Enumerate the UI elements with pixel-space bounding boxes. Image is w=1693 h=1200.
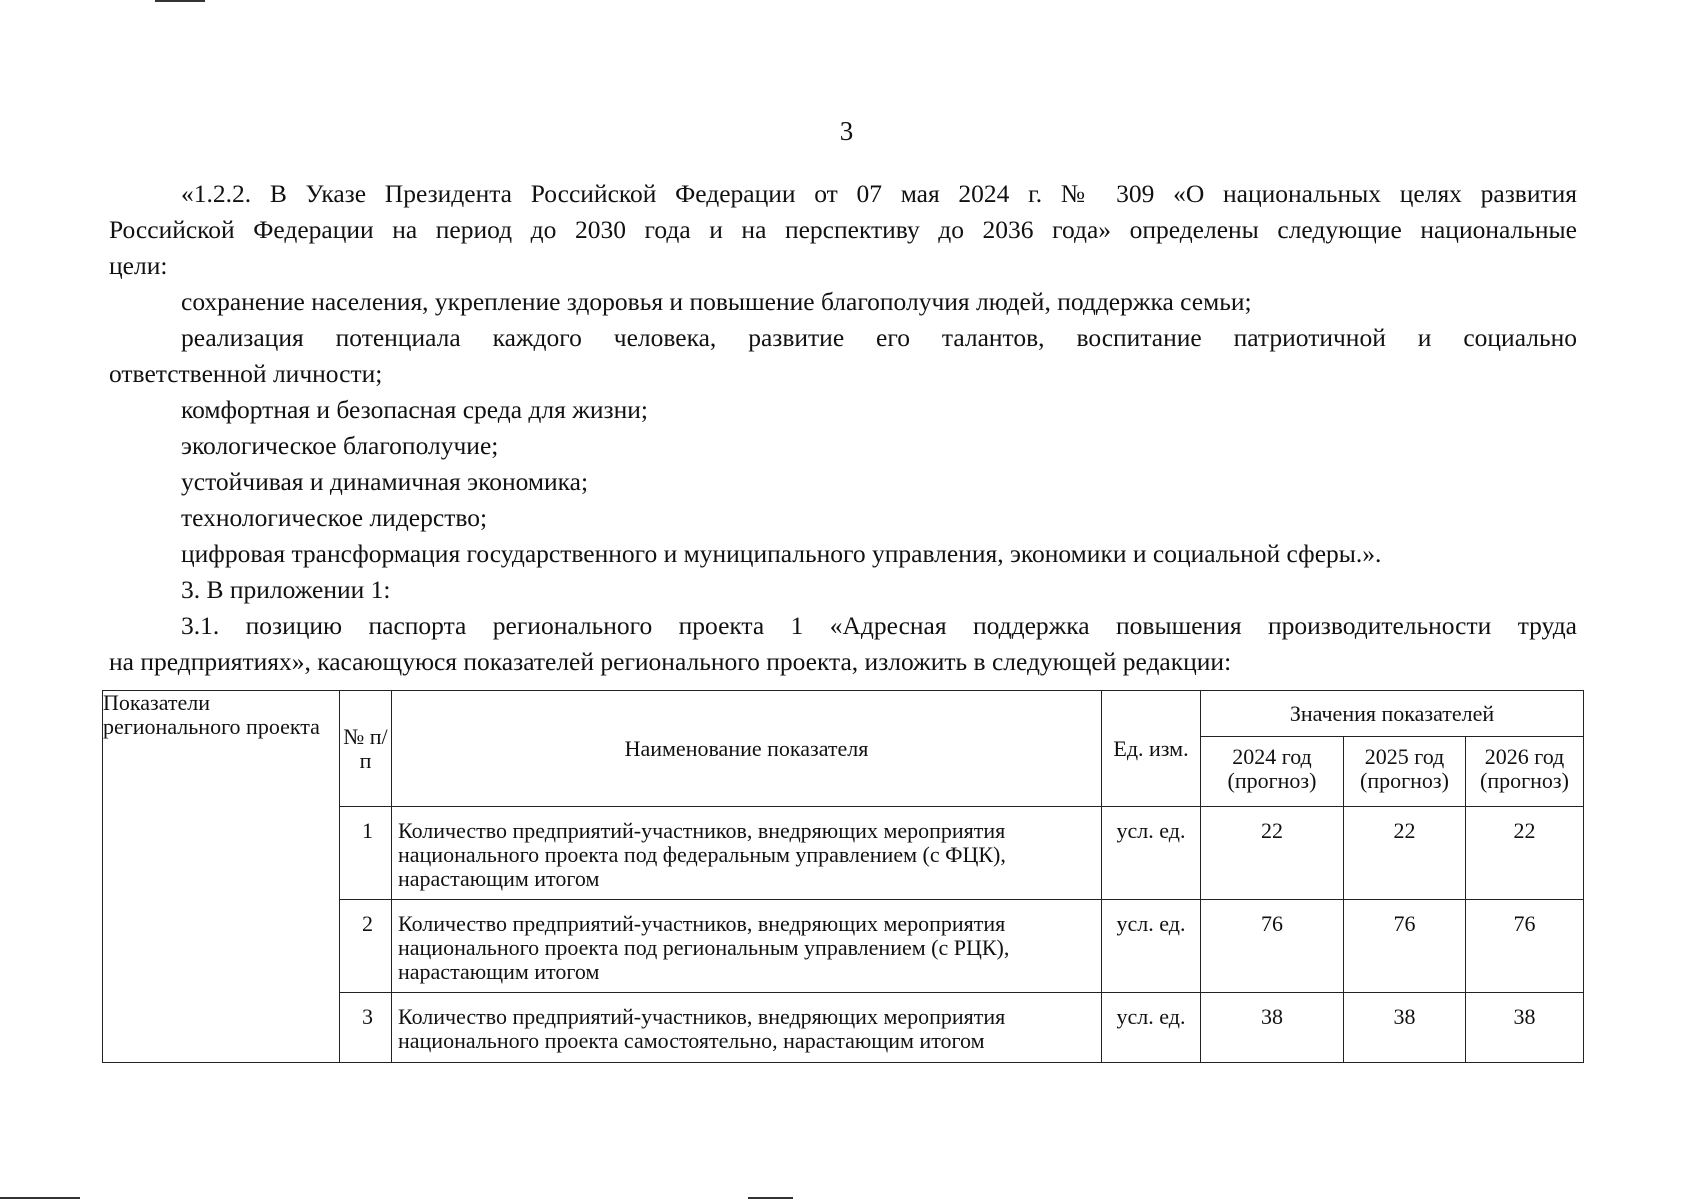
indicator-value: 38: [1201, 993, 1344, 1063]
indicator-value: 76: [1466, 900, 1584, 993]
paragraph-line: комфортная и безопасная среда для жизни;: [181, 395, 648, 424]
paragraph-line: цели:: [109, 251, 168, 280]
document-body: [109, 176, 1577, 680]
paragraph-line: цифровая трансформация государственного и муниципального управления, экономики и социальной сферы.».: [181, 539, 1382, 568]
indicator-value: 22: [1466, 807, 1584, 900]
year-header: 2024 год (прогноз): [1201, 737, 1344, 807]
paragraph-line: Российской Федерации на период до 2030 года и на перспективу до 2036 года» определены следующие национальные: [109, 215, 1577, 244]
indicator-unit: усл. ед.: [1102, 993, 1201, 1063]
indicator-value: 38: [1344, 993, 1466, 1063]
paragraph-line: «1.2.2. В Указе Президента Российской Федерации от 07 мая 2024 г. № 309 «О национальных целях развития: [181, 179, 1577, 208]
year-header: 2026 год (прогноз): [1466, 737, 1584, 807]
paragraph-line: на предприятиях», касающуюся показателей регионального проекта, изложить в следующей редакции:: [109, 647, 1232, 676]
page-number: 3: [839, 116, 854, 146]
paragraph-line: 3. В приложении 1:: [181, 575, 391, 604]
indicator-value: 38: [1466, 993, 1584, 1063]
scan-edge-mark: [155, 0, 205, 2]
project-indicators-header: Показатели регионального проекта: [103, 691, 340, 1063]
scan-edge-mark: [0, 1197, 80, 1199]
indicator-name-header: Наименование показателя: [392, 691, 1102, 807]
indicator-value: 76: [1201, 900, 1344, 993]
indicators-table: [102, 690, 1584, 1063]
scan-edge-mark: [748, 1197, 793, 1199]
paragraph-line: сохранение населения, укрепление здоровья и повышение благополучия людей, поддержка семьи;: [181, 287, 1252, 316]
year-header: 2025 год (прогноз): [1344, 737, 1466, 807]
indicator-name: Количество предприятий-участников, внедряющих мероприятия национального проекта под региональным управлением (с РЦК), нарастающим итогом: [392, 900, 1102, 993]
paragraph-line: экологическое благополучие;: [181, 431, 499, 460]
paragraph-line: ответственной личности;: [109, 359, 383, 388]
values-header: Значения показателей: [1201, 691, 1584, 737]
indicator-value: 22: [1201, 807, 1344, 900]
indicator-unit: усл. ед.: [1102, 807, 1201, 900]
indicator-name: Количество предприятий-участников, внедряющих мероприятия национального проекта самостоятельно, нарастающим итогом: [392, 993, 1102, 1063]
row-number: 1: [340, 807, 392, 900]
indicator-unit: усл. ед.: [1102, 900, 1201, 993]
indicator-name: Количество предприятий-участников, внедряющих мероприятия национального проекта под федеральным управлением (с ФЦК), нарастающим итогом: [392, 807, 1102, 900]
unit-header: Ед. изм.: [1102, 691, 1201, 807]
indicator-value: 22: [1344, 807, 1466, 900]
paragraph-line: реализация потенциала каждого человека, развитие его талантов, воспитание патриотичной и социально: [181, 323, 1577, 352]
paragraph-line: 3.1. позицию паспорта регионального проекта 1 «Адресная поддержка повышения производительности труда: [181, 611, 1577, 640]
row-number: 3: [340, 993, 392, 1063]
paragraph-line: устойчивая и динамичная экономика;: [181, 467, 589, 496]
row-number: 2: [340, 900, 392, 993]
number-header: № п/п: [340, 691, 392, 807]
indicator-value: 76: [1344, 900, 1466, 993]
paragraph-line: технологическое лидерство;: [181, 503, 488, 532]
